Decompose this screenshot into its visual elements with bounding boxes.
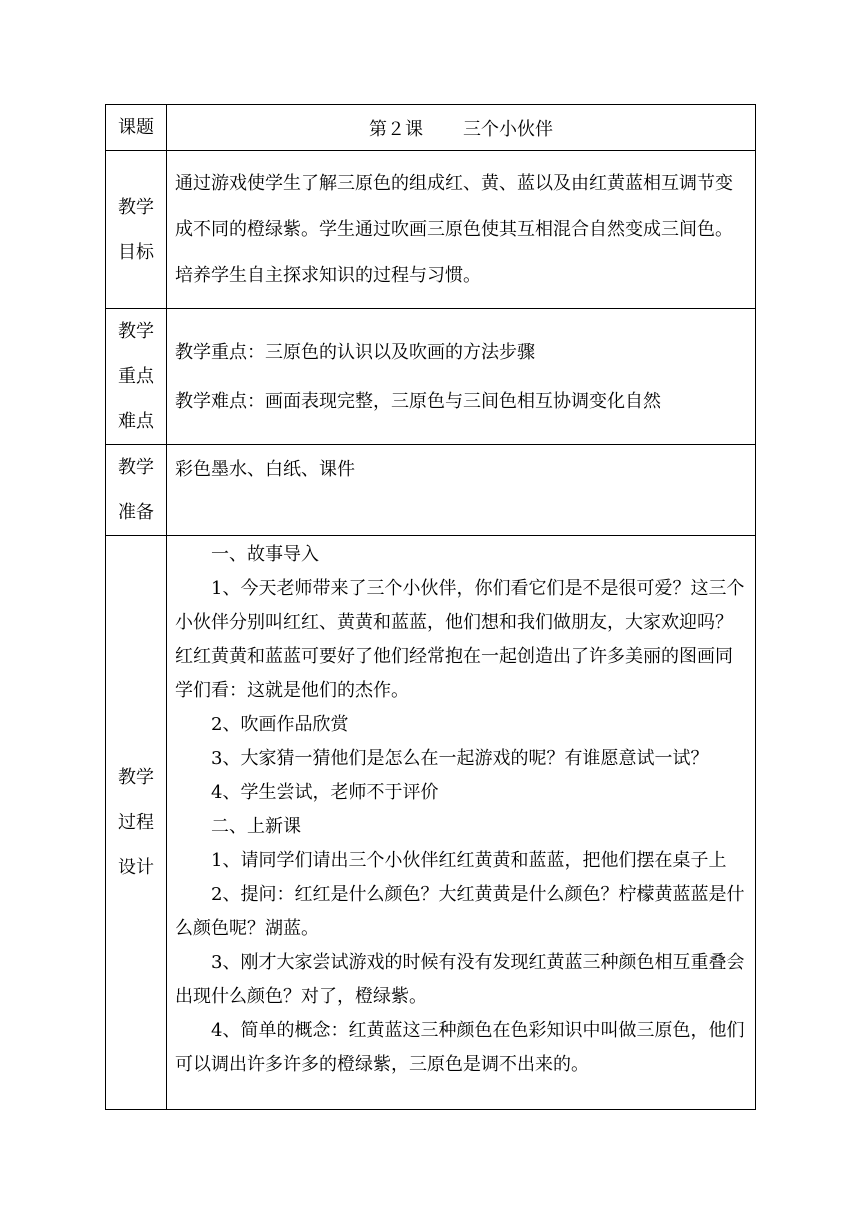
process-row bbox=[106, 536, 756, 1110]
goals-label: 教学 目标 bbox=[106, 151, 167, 309]
topic-row bbox=[106, 105, 756, 151]
difficulty: 教学难点：画面表现完整，三原色与三间色相互协调变化自然 bbox=[175, 390, 661, 412]
process-paragraph: 1、请同学们请出三个小伙伴红红黄黄和蓝蓝，把他们摆在桌子上 bbox=[211, 850, 727, 871]
process-text bbox=[167, 536, 756, 1110]
key-point: 教学重点：三原色的认识以及吹画的方法步骤 bbox=[175, 341, 535, 363]
lesson-title: 三个小伙伴 bbox=[463, 118, 553, 140]
preparation-text: 彩色墨水、白纸、课件 bbox=[167, 445, 756, 536]
key-points-text bbox=[167, 309, 756, 445]
preparation-row bbox=[106, 445, 756, 536]
process-label: 教学 过程 设计 bbox=[106, 536, 167, 1110]
topic-label: 课题 bbox=[106, 105, 167, 151]
goals-row bbox=[106, 151, 756, 309]
lesson-number: 第２课 bbox=[369, 118, 423, 140]
process-paragraph: 4、简单的概念：红黄蓝这三种颜色在色彩知识中叫做三原色，他们可以调出许多许多的橙绿紫，三原色是调不出来的。 bbox=[175, 1020, 745, 1075]
process-paragraph: 1、今天老师带来了三个小伙伴，你们看它们是不是很可爱？这三个小伙伴分别叫红红、黄黄和蓝蓝，他们想和我们做朋友，大家欢迎吗？红红黄黄和蓝蓝可要好了他们经常抱在一起创造出了许多美丽的图画同学们看：这就是他们的杰作。 bbox=[175, 578, 745, 701]
process-paragraph: 2、提问：红红是什么颜色？大红黄黄是什么颜色？柠檬黄蓝蓝是什么颜色呢？湖蓝。 bbox=[175, 884, 745, 939]
process-paragraph: 3、大家猜一猜他们是怎么在一起游戏的呢？有谁愿意试一试？ bbox=[211, 748, 709, 769]
process-paragraph: 3、刚才大家尝试游戏的时候有没有发现红黄蓝三种颜色相互重叠会出现什么颜色？对了，橙绿紫。 bbox=[175, 952, 745, 1007]
process-paragraph: 一、故事导入 bbox=[211, 544, 319, 565]
preparation-label: 教学 准备 bbox=[106, 445, 167, 536]
lesson-title-cell bbox=[167, 105, 756, 151]
process-paragraph: 4、学生尝试，老师不于评价 bbox=[211, 782, 439, 803]
lesson-plan-table bbox=[105, 104, 756, 1110]
process-paragraph: 二、上新课 bbox=[211, 816, 301, 837]
process-paragraph: 2、吹画作品欣赏 bbox=[211, 714, 349, 735]
key-points-row bbox=[106, 309, 756, 445]
goals-text: 通过游戏使学生了解三原色的组成红、黄、蓝以及由红黄蓝相互调节变成不同的橙绿紫。学生通过吹画三原色使其互相混合自然变成三间色。培养学生自主探求知识的过程与习惯。 bbox=[167, 151, 756, 309]
key-points-label: 教学 重点 难点 bbox=[106, 309, 167, 445]
